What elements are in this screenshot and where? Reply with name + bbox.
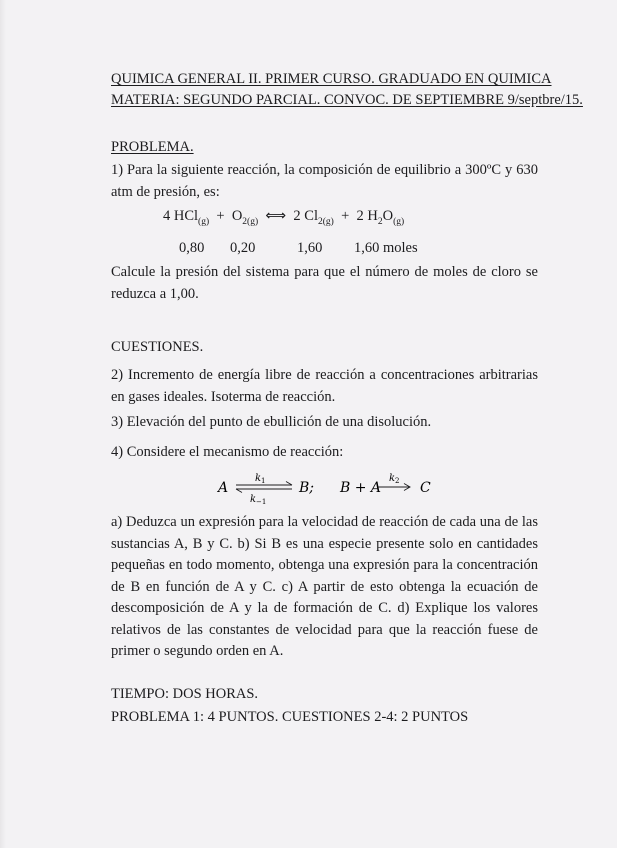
svg-text:1: 1 <box>261 477 266 485</box>
questions-heading: CUESTIONES. <box>111 339 204 355</box>
k-minus1-label <box>250 494 266 506</box>
problem-heading: PROBLEMA. <box>111 139 194 155</box>
cl2-term: 2 $Cl_{2(g)}$ <box>293 208 334 227</box>
species-c: C <box>420 480 431 496</box>
hcl-term: 4 HCl$_{(g)}$ <box>163 208 210 227</box>
problem-statement: 1) Para la siguiente reacción, la composición de equilibrio a 300ºC y 630 atm de presión, es: <box>111 162 538 200</box>
plus-sign: + <box>216 208 225 224</box>
question-4: 4) Considere el mecanismo de reacción: <box>111 444 344 460</box>
problem-question: Calcule la presión del sistema para que el número de moles de cloro se reduzca a 1,00. <box>111 264 538 302</box>
question-4-parts: a) Deduzca un expresión para la velocidad de reacción de cada una de las sustancias A, B y C. b) Si B es una especie presente solo en cantidades pequeñas en todo momento, obtenga una expresión para la concentración de B en función de A y C. c) A partir de esto obtenga la ecuación de descomposición de A y la de formación de C. d) Explique los valores relativos de las constantes de velocidad para que la reacción fuese de primer o segundo orden en A. <box>111 514 538 659</box>
k2-label <box>389 473 399 485</box>
species-a: A <box>218 480 229 496</box>
paper-fold-shadow <box>0 0 6 848</box>
svg-text:k: k <box>389 473 396 484</box>
moles-o2: 0,20 <box>230 240 256 256</box>
species-b: B; <box>299 480 315 496</box>
reaction-mechanism <box>0 470 617 506</box>
svg-text:k: k <box>255 473 262 484</box>
h2o-term: 2 $H_2O_{(g)}$ <box>356 208 405 227</box>
forward-arrow <box>378 484 410 491</box>
second-step-reactants: B + A <box>340 480 382 496</box>
moles-hcl: 0,80 <box>179 240 205 256</box>
o2-term: $O_{2(g)}$ <box>231 208 259 227</box>
plus-sign: + <box>341 208 350 224</box>
moles-h2o: 1,60 moles <box>354 240 418 256</box>
reaction-equation <box>163 208 404 227</box>
points-breakdown: PROBLEMA 1: 4 PUNTOS. CUESTIONES 2-4: 2 PUNTOS <box>111 709 469 725</box>
svg-text:k: k <box>250 494 257 505</box>
question-3: 3) Elevación del punto de ebullición de una disolución. <box>111 414 432 430</box>
exam-duration: TIEMPO: DOS HORAS. <box>111 686 259 702</box>
k1-label <box>255 473 265 485</box>
svg-text:−1: −1 <box>256 498 267 506</box>
moles-cl2: 1,60 <box>297 240 323 256</box>
header-course: QUIMICA GENERAL II. PRIMER CURSO. GRADUADO EN QUIMICA <box>111 71 552 87</box>
header-exam: MATERIA: SEGUNDO PARCIAL. CONVOC. DE SEPTIEMBRE 9/septbre/15. <box>111 92 583 108</box>
question-2: 2) Incremento de energía libre de reacción a concentraciones arbitrarias en gases ideales. Isoterma de reacción. <box>111 367 538 405</box>
svg-text:2: 2 <box>395 477 400 485</box>
equilibrium-arrow: ⟺ <box>265 208 287 224</box>
